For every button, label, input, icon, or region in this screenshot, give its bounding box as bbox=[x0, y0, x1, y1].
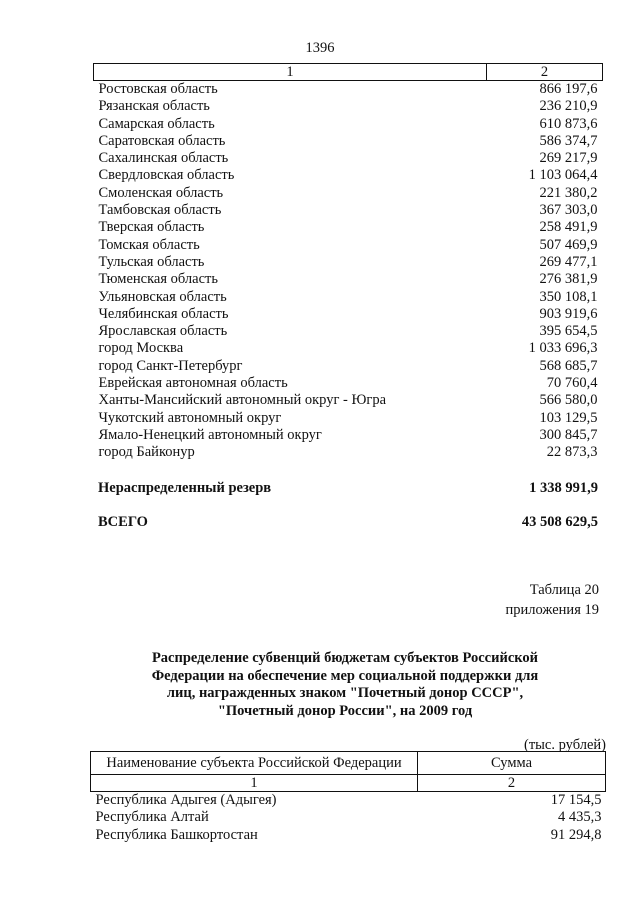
subsidy-amount: 221 380,2 bbox=[539, 184, 598, 201]
subject-name: Рязанская область bbox=[98, 98, 210, 115]
subsidy-amount: 507 469,9 bbox=[539, 236, 598, 253]
table-row bbox=[91, 827, 606, 844]
subsidy-amount: 236 210,9 bbox=[539, 98, 598, 115]
table-row bbox=[94, 392, 603, 409]
subsidy-amount: 350 108,1 bbox=[539, 288, 598, 305]
subsidy-amount: 300 845,7 bbox=[539, 426, 598, 443]
column-2-number: 2 bbox=[418, 775, 606, 792]
table-row bbox=[94, 237, 603, 254]
table-row bbox=[94, 271, 603, 288]
table-row bbox=[94, 289, 603, 306]
subject-name: Томская область bbox=[98, 236, 200, 253]
table-row bbox=[94, 444, 603, 461]
table-row bbox=[94, 427, 603, 444]
subject-name: Республика Башкортостан bbox=[95, 826, 258, 843]
subject-name: город Москва bbox=[98, 340, 184, 357]
subject-name: Тульская область bbox=[98, 253, 205, 270]
subsidy-amount: 866 197,6 bbox=[539, 81, 598, 97]
subject-name: Ярославская область bbox=[98, 323, 228, 340]
subsidy-amount: 269 477,1 bbox=[539, 253, 598, 270]
subject-name: Ханты-Мансийский автономный округ - Югра bbox=[98, 392, 387, 409]
total-value: 43 508 629,5 bbox=[521, 514, 598, 530]
subsidy-amount: 1 033 696,3 bbox=[528, 340, 598, 357]
table-body bbox=[94, 81, 603, 462]
table-row bbox=[94, 323, 603, 340]
subsidy-amount: 395 654,5 bbox=[539, 323, 598, 340]
subsidy-amount: 566 580,0 bbox=[539, 392, 598, 409]
subsidy-amount: 91 294,8 bbox=[550, 826, 602, 843]
subject-name: Чукотский автономный округ bbox=[98, 409, 282, 426]
table-row bbox=[94, 410, 603, 427]
heading-line: Распределение субвенций бюджетам субъектов Российской bbox=[151, 650, 539, 666]
subsidy-table-continued bbox=[93, 63, 603, 462]
subject-name: Республика Адыгея (Адыгея) bbox=[95, 792, 277, 808]
subject-name: Смоленская область bbox=[98, 184, 224, 201]
subsidy-amount: 1 103 064,4 bbox=[528, 167, 598, 184]
table-row bbox=[94, 375, 603, 392]
table-row bbox=[94, 358, 603, 375]
subsidy-amount: 903 919,6 bbox=[539, 305, 598, 322]
table-row bbox=[94, 340, 603, 357]
subsidy-amount: 367 303,0 bbox=[539, 202, 598, 219]
table-row bbox=[94, 133, 603, 150]
table-row bbox=[94, 219, 603, 236]
subsidy-amount: 610 873,6 bbox=[539, 115, 598, 132]
heading-line: "Почетный донор России", на 2009 год bbox=[217, 702, 473, 719]
reserve-value: 1 338 991,9 bbox=[529, 480, 598, 496]
subject-name: Ямало-Ненецкий автономный округ bbox=[98, 426, 322, 443]
table-row bbox=[94, 254, 603, 271]
header-sum: Сумма bbox=[418, 752, 606, 775]
subject-name: Ульяновская область bbox=[98, 288, 227, 305]
column-number-row bbox=[94, 64, 603, 81]
heading-line: лиц, награжденных знаком "Почетный донор СССР", bbox=[166, 685, 524, 701]
table-row bbox=[94, 116, 603, 133]
subsidy-amount: 568 685,7 bbox=[539, 357, 598, 374]
reserve-row bbox=[98, 480, 598, 497]
heading-line: Федерации на обеспечение мер социальной поддержки для bbox=[151, 667, 539, 684]
table-row bbox=[94, 202, 603, 219]
table-body bbox=[91, 792, 606, 844]
subject-name: Саратовская область bbox=[98, 132, 226, 149]
table-row bbox=[94, 185, 603, 202]
total-row bbox=[98, 514, 598, 531]
column-1-number: 1 bbox=[94, 64, 487, 81]
units-label: (тыс. рублей) bbox=[524, 737, 606, 753]
subsidy-amount: 269 217,9 bbox=[539, 150, 598, 167]
subject-name: Тверская область bbox=[98, 219, 205, 236]
table-row bbox=[94, 98, 603, 115]
subsidy-amount: 17 154,5 bbox=[550, 792, 602, 808]
subsidy-amount: 276 381,9 bbox=[539, 271, 598, 288]
subject-name: Тамбовская область bbox=[98, 202, 222, 219]
table-heading bbox=[120, 650, 570, 720]
column-2-number: 2 bbox=[487, 64, 603, 81]
table-number: Таблица 20 bbox=[529, 582, 599, 598]
table-row bbox=[94, 167, 603, 184]
subject-name: Челябинская область bbox=[98, 305, 229, 322]
subject-name: Тюменская область bbox=[98, 271, 218, 288]
subject-name: Республика Алтай bbox=[95, 809, 209, 826]
table-row bbox=[94, 150, 603, 167]
subsidy-amount: 4 435,3 bbox=[558, 809, 602, 826]
subject-name: Сахалинская область bbox=[98, 150, 229, 167]
subsidy-amount: 258 491,9 bbox=[539, 219, 598, 236]
reserve-label: Нераспределенный резерв bbox=[98, 480, 272, 496]
column-number-row bbox=[91, 775, 606, 792]
subject-name: город Санкт-Петербург bbox=[98, 357, 243, 374]
subsidy-table-donors bbox=[90, 751, 606, 844]
page-number: 1396 bbox=[305, 40, 335, 56]
subject-name: Ростовская область bbox=[98, 81, 218, 97]
table-row bbox=[91, 809, 606, 826]
header-subject-name: Наименование субъекта Российской Федерации bbox=[91, 752, 418, 775]
subsidy-amount: 22 873,3 bbox=[546, 444, 598, 461]
subsidy-amount: 70 760,4 bbox=[546, 375, 598, 392]
appendix-number: приложения 19 bbox=[505, 602, 599, 618]
table-row bbox=[94, 306, 603, 323]
subject-name: Свердловская область bbox=[98, 167, 235, 184]
column-1-number: 1 bbox=[91, 775, 418, 792]
table-row bbox=[94, 81, 603, 99]
subject-name: город Байконур bbox=[98, 444, 195, 461]
subsidy-amount: 103 129,5 bbox=[539, 409, 598, 426]
subsidy-amount: 586 374,7 bbox=[539, 132, 598, 149]
subject-name: Еврейская автономная область bbox=[98, 375, 288, 392]
total-label: ВСЕГО bbox=[98, 514, 148, 530]
table-row bbox=[91, 792, 606, 810]
header-row bbox=[91, 752, 606, 775]
subject-name: Самарская область bbox=[98, 115, 215, 132]
table-reference bbox=[506, 580, 599, 620]
